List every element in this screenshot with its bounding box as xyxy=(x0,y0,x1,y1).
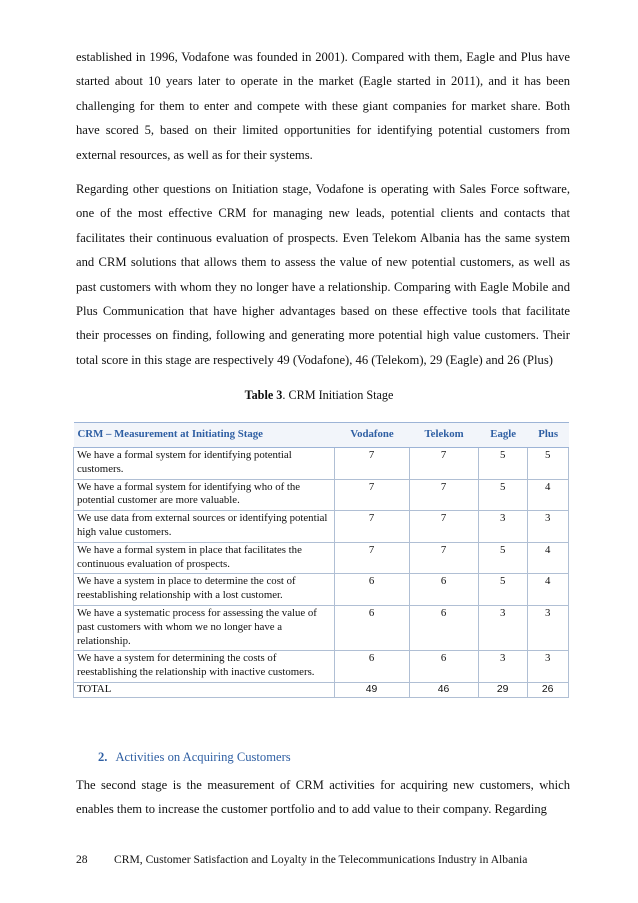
cell-eagle: 3 xyxy=(479,511,528,543)
section-title: Activities on Acquiring Customers xyxy=(115,750,291,764)
row-criterion: We have a system for determining the costs of reestablishing the relationship with inactive customers. xyxy=(74,651,335,683)
cell-vodafone: 7 xyxy=(335,511,410,543)
cell-vodafone: 6 xyxy=(335,574,410,606)
row-criterion: We use data from external sources or identifying potential high value customers. xyxy=(74,511,335,543)
page-footer xyxy=(76,853,570,866)
table-row xyxy=(74,511,569,543)
total-vodafone: 49 xyxy=(335,682,410,697)
cell-vodafone: 7 xyxy=(335,542,410,574)
page-number: 28 xyxy=(76,853,88,866)
cell-plus: 3 xyxy=(528,511,569,543)
cell-telekom: 7 xyxy=(410,448,479,480)
cell-plus: 3 xyxy=(528,605,569,650)
total-telekom: 46 xyxy=(410,682,479,697)
row-criterion: We have a formal system for identifying who of the potential customer are more valuable. xyxy=(74,479,335,511)
table-row xyxy=(74,542,569,574)
header-plus: Plus xyxy=(528,423,569,448)
total-plus: 26 xyxy=(528,682,569,697)
total-eagle: 29 xyxy=(479,682,528,697)
table-row xyxy=(74,448,569,480)
header-eagle: Eagle xyxy=(479,423,528,448)
table-total-row xyxy=(74,682,569,697)
total-label: TOTAL xyxy=(74,682,335,697)
section-heading xyxy=(98,750,291,765)
table-caption xyxy=(0,388,638,403)
row-criterion: We have a formal system for identifying potential customers. xyxy=(74,448,335,480)
cell-vodafone: 7 xyxy=(335,448,410,480)
row-criterion: We have a system in place to determine the cost of reestablishing relationship with a lost customer. xyxy=(74,574,335,606)
paragraph-acquiring: The second stage is the measurement of CRM activities for acquiring new customers, which enables them to increase the customer portfolio and to add value to their company. Regarding xyxy=(76,778,570,817)
header-telekom: Telekom xyxy=(410,423,479,448)
running-title: CRM, Customer Satisfaction and Loyalty in the Telecommunications Industry in Albania xyxy=(114,853,528,866)
paragraph-intro: established in 1996, Vodafone was founded in 2001). Compared with them, Eagle and Plus have started about 10 years later to operate in the market (Eagle started in 2011), and it has been challenging for them to enter and compete with these giant companies for market share. Both have scored 5, based on their limited opportunities for identifying potential customers from external resources, as well as for their systems. xyxy=(76,50,570,162)
paragraph-initiation: Regarding other questions on Initiation stage, Vodafone is operating with Sales Force software, one of the most effective CRM for managing new leads, potential clients and contacts that facilitates their continuous evaluation of prospects. Even Telekom Albania has the same system and CRM solutions that allows them to assess the value of new potential customers, as well as past customers with whom they no longer have a relationship. Comparing with Eagle Mobile and Plus Communication that have higher advantages based on these effective tools that facilitate their processes on finding, following and generating more potential high value customers. Their total score in this stage are respectively 49 (Vodafone), 46 (Telekom), 29 (Eagle) and 26 (Plus) xyxy=(76,182,570,367)
cell-vodafone: 6 xyxy=(335,605,410,650)
cell-eagle: 5 xyxy=(479,542,528,574)
cell-plus: 4 xyxy=(528,574,569,606)
cell-eagle: 5 xyxy=(479,448,528,480)
cell-plus: 5 xyxy=(528,448,569,480)
header-vodafone: Vodafone xyxy=(335,423,410,448)
table-row xyxy=(74,651,569,683)
cell-plus: 4 xyxy=(528,542,569,574)
section-number: 2. xyxy=(98,750,108,764)
cell-telekom: 7 xyxy=(410,542,479,574)
table-row xyxy=(74,479,569,511)
table-row xyxy=(74,605,569,650)
cell-vodafone: 7 xyxy=(335,479,410,511)
table-caption-label: Table 3 xyxy=(244,388,283,402)
cell-telekom: 6 xyxy=(410,605,479,650)
table-row xyxy=(74,574,569,606)
cell-telekom: 7 xyxy=(410,479,479,511)
cell-telekom: 6 xyxy=(410,574,479,606)
cell-eagle: 3 xyxy=(479,651,528,683)
row-criterion: We have a systematic process for assessing the value of past customers with whom we no longer have a relationship. xyxy=(74,605,335,650)
header-measurement: CRM – Measurement at Initiating Stage xyxy=(74,423,335,448)
cell-plus: 3 xyxy=(528,651,569,683)
cell-plus: 4 xyxy=(528,479,569,511)
row-criterion: We have a formal system in place that facilitates the continuous evaluation of prospects. xyxy=(74,542,335,574)
cell-eagle: 5 xyxy=(479,574,528,606)
cell-vodafone: 6 xyxy=(335,651,410,683)
crm-initiation-table xyxy=(73,422,569,698)
cell-telekom: 7 xyxy=(410,511,479,543)
table-caption-text: . CRM Initiation Stage xyxy=(282,388,394,402)
cell-telekom: 6 xyxy=(410,651,479,683)
cell-eagle: 5 xyxy=(479,479,528,511)
table-header-row xyxy=(74,423,569,448)
cell-eagle: 3 xyxy=(479,605,528,650)
